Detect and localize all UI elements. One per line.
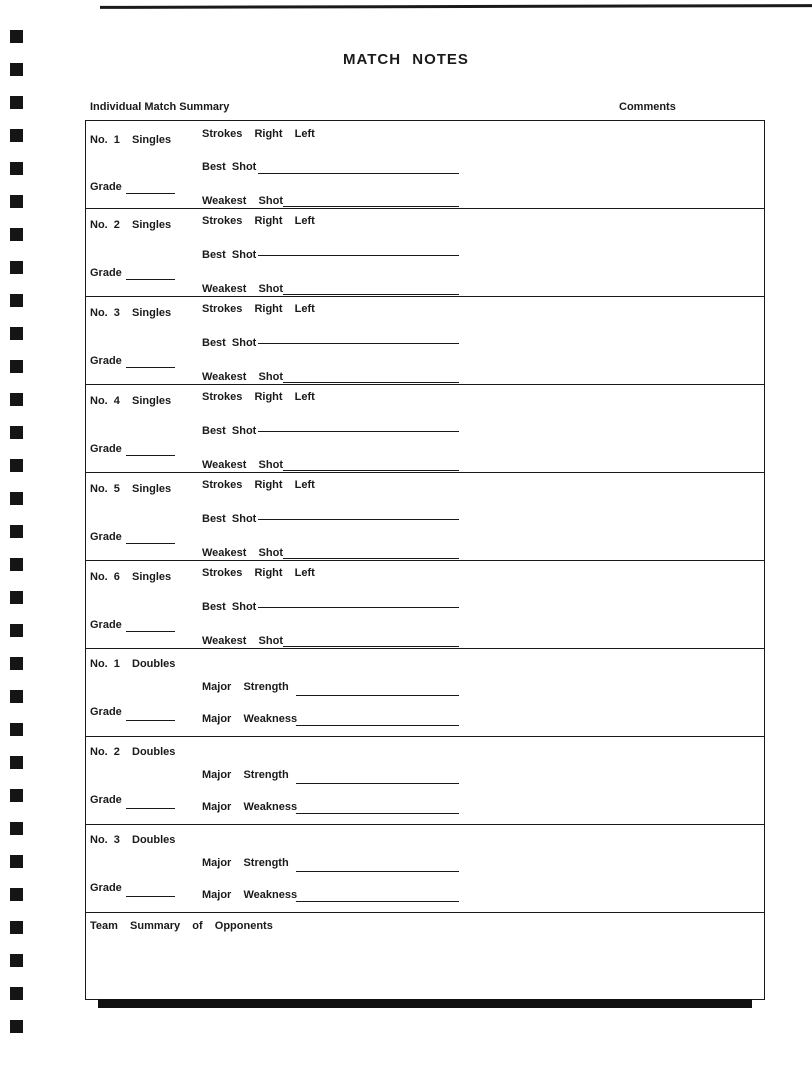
binder-hole	[10, 492, 23, 505]
binder-hole	[10, 228, 23, 241]
doubles-row-2	[86, 737, 764, 825]
binder-hole	[10, 822, 23, 835]
grade-label: Grade	[90, 355, 122, 367]
grade-field[interactable]	[126, 631, 175, 632]
grade-label: Grade	[90, 706, 122, 718]
strokes-label: Strokes Right Left	[202, 391, 315, 403]
match-summary-form	[85, 120, 765, 1000]
binder-hole	[10, 954, 23, 967]
row-label: No. 1 Doubles	[90, 658, 176, 670]
major-strength-label: Major Strength	[202, 681, 289, 693]
binder-hole	[10, 756, 23, 769]
grade-label: Grade	[90, 267, 122, 279]
binder-hole	[10, 129, 23, 142]
binder-hole	[10, 987, 23, 1000]
strokes-label: Strokes Right Left	[202, 567, 315, 579]
doubles-row-1	[86, 649, 764, 737]
strokes-label: Strokes Right Left	[202, 303, 315, 315]
grade-label: Grade	[90, 619, 122, 631]
weakest-shot-field[interactable]	[283, 470, 459, 471]
binder-hole	[10, 261, 23, 274]
strokes-label: Strokes Right Left	[202, 215, 315, 227]
team-summary-label: Team Summary of Opponents	[90, 920, 273, 932]
weakest-shot-label: Weakest Shot	[202, 371, 283, 383]
row-label: No. 4 Singles	[90, 395, 172, 407]
binder-hole	[10, 360, 23, 373]
major-weakness-field[interactable]	[296, 725, 459, 726]
binder-hole	[10, 657, 23, 670]
major-weakness-label: Major Weakness	[202, 889, 298, 901]
weakest-shot-field[interactable]	[283, 646, 459, 647]
binder-hole	[10, 327, 23, 340]
strokes-label: Strokes Right Left	[202, 128, 315, 140]
grade-field[interactable]	[126, 193, 175, 194]
grade-field[interactable]	[126, 367, 175, 368]
best-shot-field[interactable]	[258, 607, 459, 608]
binder-hole	[10, 30, 23, 43]
weakest-shot-label: Weakest Shot	[202, 195, 283, 207]
row-label: No. 2 Singles	[90, 219, 172, 231]
grade-field[interactable]	[126, 720, 175, 721]
binder-hole	[10, 690, 23, 703]
weakest-shot-field[interactable]	[283, 294, 459, 295]
weakest-shot-label: Weakest Shot	[202, 635, 283, 647]
binder-hole	[10, 591, 23, 604]
individual-match-summary-heading: Individual Match Summary	[90, 101, 230, 113]
singles-row-3	[86, 297, 764, 385]
grade-label: Grade	[90, 882, 122, 894]
best-shot-field[interactable]	[258, 519, 459, 520]
binder-hole	[10, 855, 23, 868]
binder-hole	[10, 723, 23, 736]
page-title: MATCH NOTES	[343, 51, 469, 68]
strokes-label: Strokes Right Left	[202, 479, 315, 491]
bottom-bar	[98, 999, 752, 1008]
best-shot-label: Best Shot	[202, 513, 257, 525]
row-label: No. 5 Singles	[90, 483, 172, 495]
row-label: No. 2 Doubles	[90, 746, 176, 758]
major-strength-field[interactable]	[296, 871, 459, 872]
singles-row-6	[86, 561, 764, 649]
singles-row-5	[86, 473, 764, 561]
major-weakness-label: Major Weakness	[202, 801, 298, 813]
best-shot-label: Best Shot	[202, 161, 257, 173]
best-shot-label: Best Shot	[202, 249, 257, 261]
grade-field[interactable]	[126, 896, 175, 897]
row-label: No. 3 Doubles	[90, 834, 176, 846]
best-shot-field[interactable]	[258, 431, 459, 432]
singles-row-1	[86, 121, 764, 209]
grade-label: Grade	[90, 531, 122, 543]
best-shot-field[interactable]	[258, 173, 459, 174]
best-shot-field[interactable]	[258, 255, 459, 256]
best-shot-field[interactable]	[258, 343, 459, 344]
row-label: No. 1 Singles	[90, 134, 172, 146]
grade-field[interactable]	[126, 543, 175, 544]
major-weakness-field[interactable]	[296, 901, 459, 902]
binder-hole	[10, 96, 23, 109]
major-weakness-field[interactable]	[296, 813, 459, 814]
weakest-shot-field[interactable]	[283, 206, 459, 207]
binder-hole	[10, 294, 23, 307]
major-strength-label: Major Strength	[202, 769, 289, 781]
grade-label: Grade	[90, 181, 122, 193]
best-shot-label: Best Shot	[202, 601, 257, 613]
grade-label: Grade	[90, 443, 122, 455]
grade-field[interactable]	[126, 279, 175, 280]
doubles-row-3	[86, 825, 764, 913]
grade-field[interactable]	[126, 808, 175, 809]
weakest-shot-label: Weakest Shot	[202, 459, 283, 471]
binder-hole	[10, 1020, 23, 1033]
binder-holes	[10, 30, 26, 1050]
weakest-shot-label: Weakest Shot	[202, 547, 283, 559]
weakest-shot-field[interactable]	[283, 382, 459, 383]
major-weakness-label: Major Weakness	[202, 713, 298, 725]
weakest-shot-field[interactable]	[283, 558, 459, 559]
binder-hole	[10, 789, 23, 802]
binder-hole	[10, 195, 23, 208]
binder-hole	[10, 558, 23, 571]
grade-label: Grade	[90, 794, 122, 806]
best-shot-label: Best Shot	[202, 337, 257, 349]
top-rule	[100, 4, 812, 9]
binder-hole	[10, 393, 23, 406]
singles-row-2	[86, 209, 764, 297]
binder-hole	[10, 426, 23, 439]
row-label: No. 3 Singles	[90, 307, 172, 319]
row-label: No. 6 Singles	[90, 571, 172, 583]
team-summary-area[interactable]	[86, 913, 764, 999]
major-strength-field[interactable]	[296, 783, 459, 784]
binder-hole	[10, 525, 23, 538]
major-strength-label: Major Strength	[202, 857, 289, 869]
singles-row-4	[86, 385, 764, 473]
binder-hole	[10, 921, 23, 934]
comments-heading: Comments	[619, 101, 676, 113]
major-strength-field[interactable]	[296, 695, 459, 696]
binder-hole	[10, 162, 23, 175]
binder-hole	[10, 459, 23, 472]
binder-hole	[10, 888, 23, 901]
weakest-shot-label: Weakest Shot	[202, 283, 283, 295]
binder-hole	[10, 624, 23, 637]
grade-field[interactable]	[126, 455, 175, 456]
best-shot-label: Best Shot	[202, 425, 257, 437]
